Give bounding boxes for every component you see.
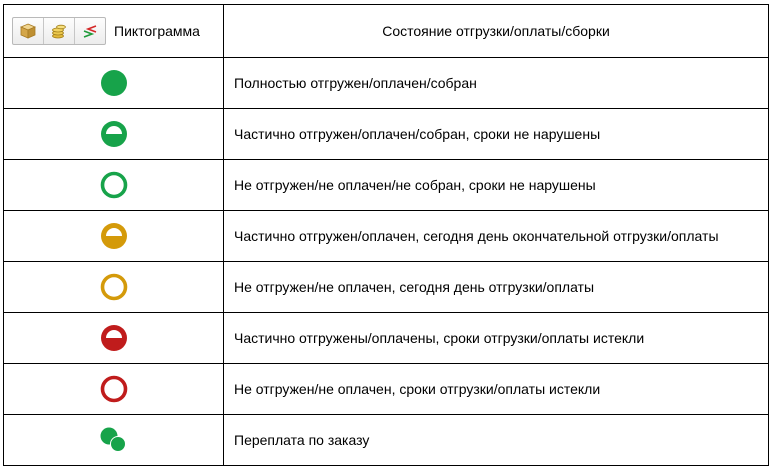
partial-circle-icon	[99, 119, 129, 149]
shipment-box-icon[interactable]	[13, 18, 44, 44]
empty-circle-icon	[99, 170, 129, 200]
icon-column-header	[4, 5, 224, 58]
icon-toolbar	[12, 17, 106, 45]
legend-row	[4, 313, 769, 364]
status-description: Не отгружен/не оплачен, сегодня день отгрузки/оплаты	[234, 278, 595, 295]
empty-circle-icon	[99, 272, 129, 302]
table-header-row	[4, 5, 769, 58]
legend-row	[4, 415, 769, 466]
status-description: Частично отгружены/оплачены, сроки отгрузки/оплаты истекли	[234, 329, 645, 346]
legend-row	[4, 109, 769, 160]
coins-payment-icon[interactable]	[44, 18, 75, 44]
full-circle-icon	[99, 68, 129, 98]
partial-circle-icon	[99, 323, 129, 353]
assembly-arrows-icon[interactable]	[75, 18, 105, 44]
status-description: Не отгружен/не оплачен/не собран, сроки не нарушены	[234, 176, 596, 193]
status-column-title: Состояние отгрузки/оплаты/сборки	[382, 22, 610, 39]
status-description: Полностью отгружен/оплачен/собран	[234, 74, 477, 91]
status-description: Частично отгружен/оплачен, сегодня день окончательной отгрузки/оплаты	[234, 227, 719, 244]
status-description: Частично отгружен/оплачен/собран, сроки не нарушены	[234, 125, 601, 142]
icon-column-title: Пиктограмма	[114, 22, 200, 39]
overpayment-circles-icon	[97, 423, 131, 457]
legend-row	[4, 58, 769, 109]
legend-row	[4, 364, 769, 415]
legend-row	[4, 211, 769, 262]
legend-row	[4, 160, 769, 211]
status-description: Переплата по заказу	[234, 431, 370, 448]
status-column-header	[224, 5, 769, 58]
status-legend-table	[3, 4, 769, 466]
partial-circle-icon	[99, 221, 129, 251]
status-description: Не отгружен/не оплачен, сроки отгрузки/оплаты истекли	[234, 380, 601, 397]
legend-row	[4, 262, 769, 313]
empty-circle-icon	[99, 374, 129, 404]
